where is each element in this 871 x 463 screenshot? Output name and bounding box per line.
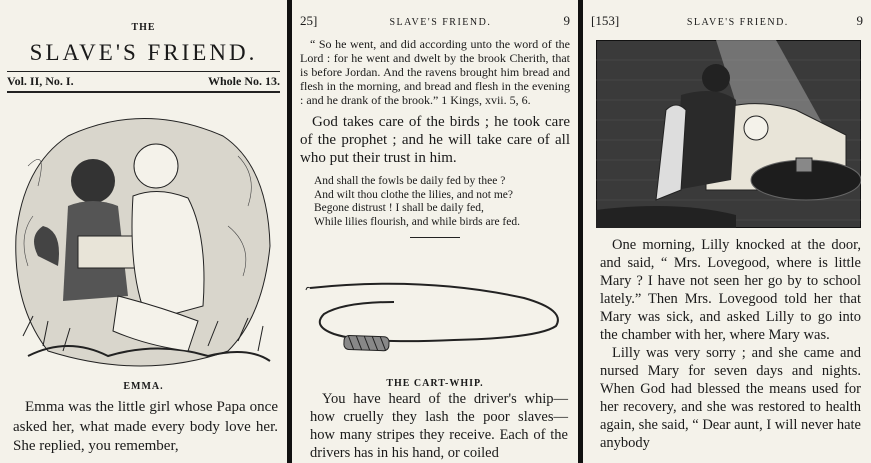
running-title: SLAVE'S FRIEND. [389,17,492,28]
page-right [583,0,871,463]
page-number-left: 25] [300,13,318,28]
paragraph: One morning, Lilly knocked at the door, and said, “ Mrs. Lovegood, where is little Mary ? I have not seen her go by to school lately.” Then Mrs. Lovegood told her that Mary was sick, and asked Lilly to go into the chamber with her, where Mary was. [600,237,861,343]
verse-line: And shall the fowls be daily fed by thee ? [314,175,506,187]
lilly-text [600,236,861,452]
scripture-quote [300,37,570,107]
emma-text [13,398,278,457]
page-left [0,0,287,463]
verse [314,175,570,229]
paragraph: Emma was the little girl whose Papa once asked her, what made every body love her. She replied, you remember, [13,399,278,454]
paragraph: Lilly was very sorry ; and she came and nursed Mary for seven days and nights. When God had blessed the means used for her recovery, and she was restored to health again, she said, “ Dear aunt, I will never hate anybody [600,345,861,451]
caption-cart-whip: THE CART-WHIP. [386,378,484,389]
page-number-left: [153] [591,13,620,28]
page-middle [292,0,578,463]
page-number-right: 9 [856,13,863,28]
emma-reading-illustration [8,106,278,376]
page-number-right: 9 [563,13,570,28]
running-title: SLAVE'S FRIEND. [686,17,789,28]
running-header [300,13,570,29]
divider [410,237,460,238]
cart-whip-text [310,390,568,462]
masthead-title: SLAVE'S FRIEND. [29,40,258,65]
volume-number: Vol. II, No. I. [7,74,74,88]
volume-bar [7,71,280,93]
running-header [591,13,863,29]
whole-number: Whole No. 13. [208,74,280,88]
verse-line: While lilies flourish, and while birds are fed. [314,215,520,228]
paragraph: You have heard of the driver's whip— how cruelly they lash the poor slaves— how many stripes they receive. Each of the drivers has in his hand, or coiled [310,391,568,461]
sickroom-illustration [596,40,861,228]
verse-line: Begone distrust ! I shall be daily fed, [314,202,484,214]
caption-emma: EMMA. [123,381,164,392]
masthead-the: THE [131,22,156,33]
cart-whip-illustration [304,278,566,368]
lesson-paragraph: God takes care of the birds ; he took care of the prophet ; and he will take care of all who put their trust in him. [300,114,570,166]
verse-line: And wilt thou clothe the lilies, and not me? [314,188,513,201]
lesson-text [300,113,570,167]
quote-text: “ So he went, and did according unto the word of the Lord : for he went and dwelt by the brook Cherith, that is before Jordan. And the ravens brought him bread and flesh in the morning, and bread and flesh in the evening : and he drank of the brook.” 1 Kings, xvii. 5, 6. [300,37,570,107]
